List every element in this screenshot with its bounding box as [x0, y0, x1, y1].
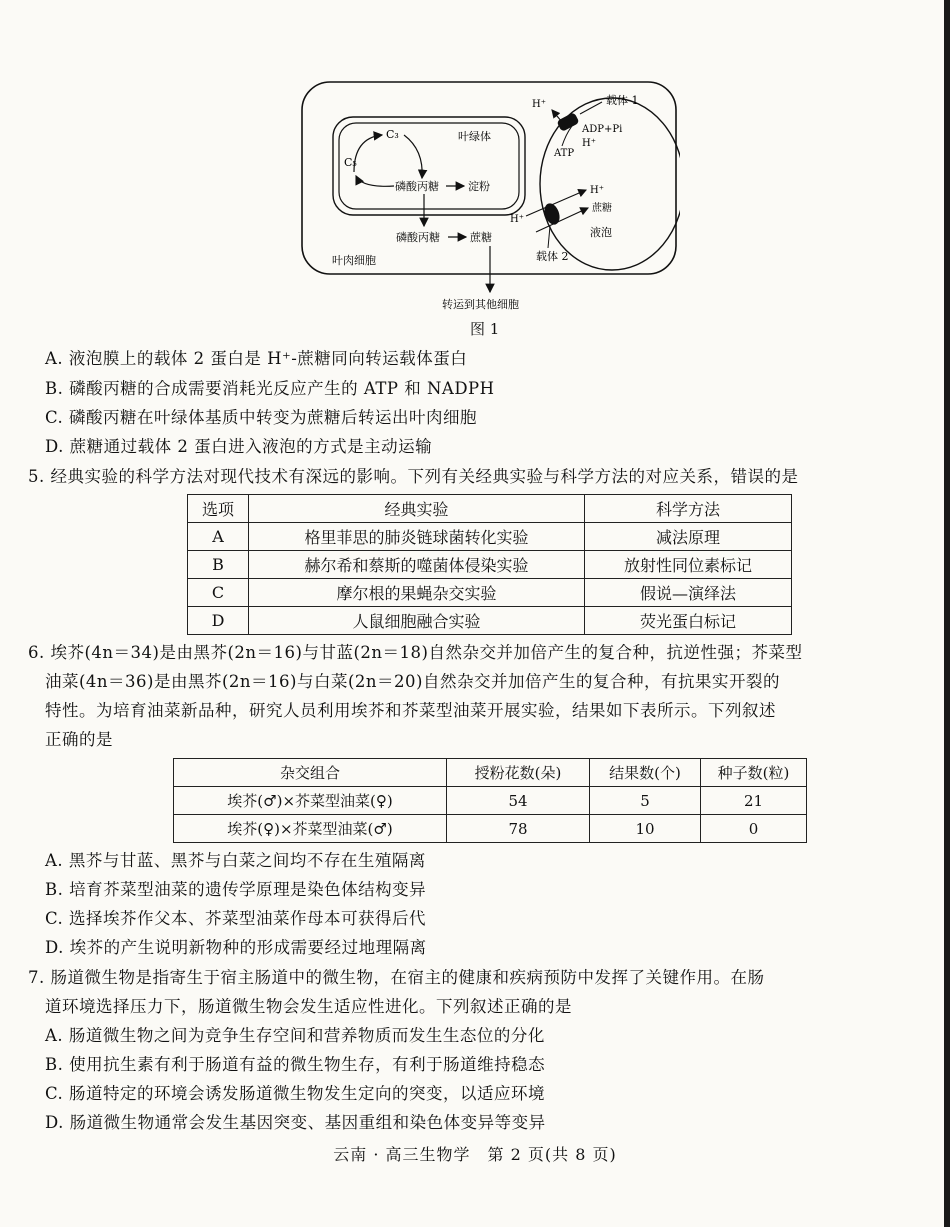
- mesophyll-label: 叶肉细胞: [332, 254, 376, 267]
- q7-option-d: D. 肠道微生物通常会发生基因突变、基因重组和染色体变异等变异: [45, 1113, 546, 1132]
- table-header: 选项: [188, 495, 249, 523]
- pgal-outer-label: 磷酸丙糖: [396, 231, 440, 244]
- chloroplast-outer: [333, 117, 525, 215]
- table-cell: 荧光蛋白标记: [585, 607, 792, 635]
- table-cell: 0: [701, 815, 807, 843]
- table-cell: 赫尔希和蔡斯的噬菌体侵染实验: [249, 551, 585, 579]
- table-row: [188, 551, 792, 579]
- adp-label: ADP+Pi: [582, 124, 623, 135]
- chloroplast-label: 叶绿体: [458, 130, 491, 143]
- q7-option-a: A. 肠道微生物之间为竞争生存空间和营养物质而发生生态位的分化: [45, 1026, 545, 1045]
- table-cell: A: [188, 523, 249, 551]
- c3-label: C₃: [386, 128, 399, 141]
- q7-option-c: C. 肠道特定的环境会诱发肠道微生物发生定向的突变，以适应环境: [45, 1084, 546, 1103]
- carrier-2: [542, 201, 563, 226]
- figure-1-diagram: [300, 80, 680, 320]
- q6-stem-line-3: 特性。为培育油菜新品种，研究人员利用埃芥和芥菜型油菜开展实验，结果如下表所示。下列叙述: [45, 701, 776, 720]
- table-header: 杂交组合: [174, 759, 447, 787]
- table-cell: 21: [701, 787, 807, 815]
- table-header: 授粉花数(朵): [447, 759, 590, 787]
- table-row: [188, 579, 792, 607]
- table-cell: 人鼠细胞融合实验: [249, 607, 585, 635]
- chloroplast-inner: [339, 123, 519, 209]
- q7-stem-line-1: 7. 肠道微生物是指寄生于宿主肠道中的微生物，在宿主的健康和疾病预防中发挥了关键作用。在肠: [28, 968, 765, 987]
- table-cell: D: [188, 607, 249, 635]
- table-row: [174, 815, 807, 843]
- mesophyll-cell-outline: [302, 82, 676, 274]
- q6-table: [173, 758, 807, 843]
- cycle-arrow-c3-pgal: [404, 135, 422, 178]
- q4-option-c: C. 磷酸丙糖在叶绿体基质中转变为蔗糖后转运出叶肉细胞: [45, 408, 478, 427]
- table-cell: 10: [590, 815, 701, 843]
- sucrose-vac-label: 蔗糖: [592, 203, 612, 214]
- transport-label: 转运到其他细胞: [442, 298, 519, 311]
- table-row: [174, 787, 807, 815]
- table-cell: 78: [447, 815, 590, 843]
- vacuole-label: 液泡: [590, 226, 612, 239]
- table-header: 经典实验: [249, 495, 585, 523]
- table-header-row: [174, 759, 807, 787]
- table-cell: B: [188, 551, 249, 579]
- q6-option-c: C. 选择埃芥作父本、芥菜型油菜作母本可获得后代: [45, 909, 427, 928]
- q4-option-b: B. 磷酸丙糖的合成需要消耗光反应产生的 ATP 和 NADPH: [45, 379, 495, 398]
- table-header: 科学方法: [585, 495, 792, 523]
- table-cell: 埃芥(♂)×芥菜型油菜(♀): [174, 787, 447, 815]
- table-header-row: [188, 495, 792, 523]
- table-cell: 假说—演绎法: [585, 579, 792, 607]
- sucrose-outer-label: 蔗糖: [470, 231, 492, 244]
- q6-stem-line-4: 正确的是: [45, 730, 113, 749]
- carrier-2-label: 载体 2: [536, 250, 569, 263]
- starch-label: 淀粉: [468, 180, 490, 193]
- table-cell: 减法原理: [585, 523, 792, 551]
- figure-caption: 图 1: [470, 320, 500, 338]
- pgal-inner-label: 磷酸丙糖: [395, 180, 439, 193]
- cycle-arrow-pgal-c5: [356, 176, 394, 186]
- h-mid-label: H⁺: [582, 138, 596, 149]
- table-cell: 埃芥(♀)×芥菜型油菜(♂): [174, 815, 447, 843]
- h-top-label: H⁺: [532, 99, 546, 110]
- q7-stem-line-2: 道环境选择压力下，肠道微生物会发生适应性进化。下列叙述正确的是: [45, 997, 572, 1016]
- table-row: [188, 523, 792, 551]
- q6-option-b: B. 培育芥菜型油菜的遗传学原理是染色体结构变异: [45, 880, 427, 899]
- table-header: 种子数(粒): [701, 759, 807, 787]
- atp-label: ATP: [554, 148, 575, 159]
- q5-table: [187, 494, 792, 635]
- cycle-arrow-c5-c3: [354, 135, 382, 172]
- q5-stem: 5. 经典实验的科学方法对现代技术有深远的影响。下列有关经典实验与科学方法的对应关系，错误的是: [28, 467, 799, 486]
- table-row: [188, 607, 792, 635]
- c5-label: C₅: [344, 156, 357, 169]
- carrier-1-label: 载体 1: [606, 94, 639, 107]
- h-left-label: H⁺: [510, 214, 524, 225]
- table-cell: 摩尔根的果蝇杂交实验: [249, 579, 585, 607]
- q4-option-d: D. 蔗糖通过载体 2 蛋白进入液泡的方式是主动运输: [45, 437, 433, 456]
- table-cell: C: [188, 579, 249, 607]
- table-cell: 放射性同位素标记: [585, 551, 792, 579]
- q4-option-a: A. 液泡膜上的载体 2 蛋白是 H⁺-蔗糖同向转运载体蛋白: [45, 349, 468, 368]
- table-header: 结果数(个): [590, 759, 701, 787]
- scan-edge: [944, 0, 950, 1227]
- q6-stem-line-1: 6. 埃芥(4n＝34)是由黑芥(2n＝16)与甘蓝(2n＝18)自然杂交并加倍产生的复合种，抗逆性强；芥菜型: [28, 643, 803, 662]
- q6-stem-line-2: 油菜(4n＝36)是由黑芥(2n＝16)与白菜(2n＝20)自然杂交并加倍产生的复合种，有抗果实开裂的: [45, 672, 780, 691]
- table-cell: 54: [447, 787, 590, 815]
- q7-option-b: B. 使用抗生素有利于肠道有益的微生物生存，有利于肠道维持稳态: [45, 1055, 546, 1074]
- q6-option-d: D. 埃芥的产生说明新物种的形成需要经过地理隔离: [45, 938, 427, 957]
- h-right-label: H⁺: [590, 185, 604, 196]
- table-cell: 格里菲思的肺炎链球菌转化实验: [249, 523, 585, 551]
- table-cell: 5: [590, 787, 701, 815]
- page-footer: 云南 · 高三生物学 第 2 页(共 8 页): [333, 1145, 617, 1164]
- q6-option-a: A. 黑芥与甘蓝、黑芥与白菜之间均不存在生殖隔离: [45, 851, 426, 870]
